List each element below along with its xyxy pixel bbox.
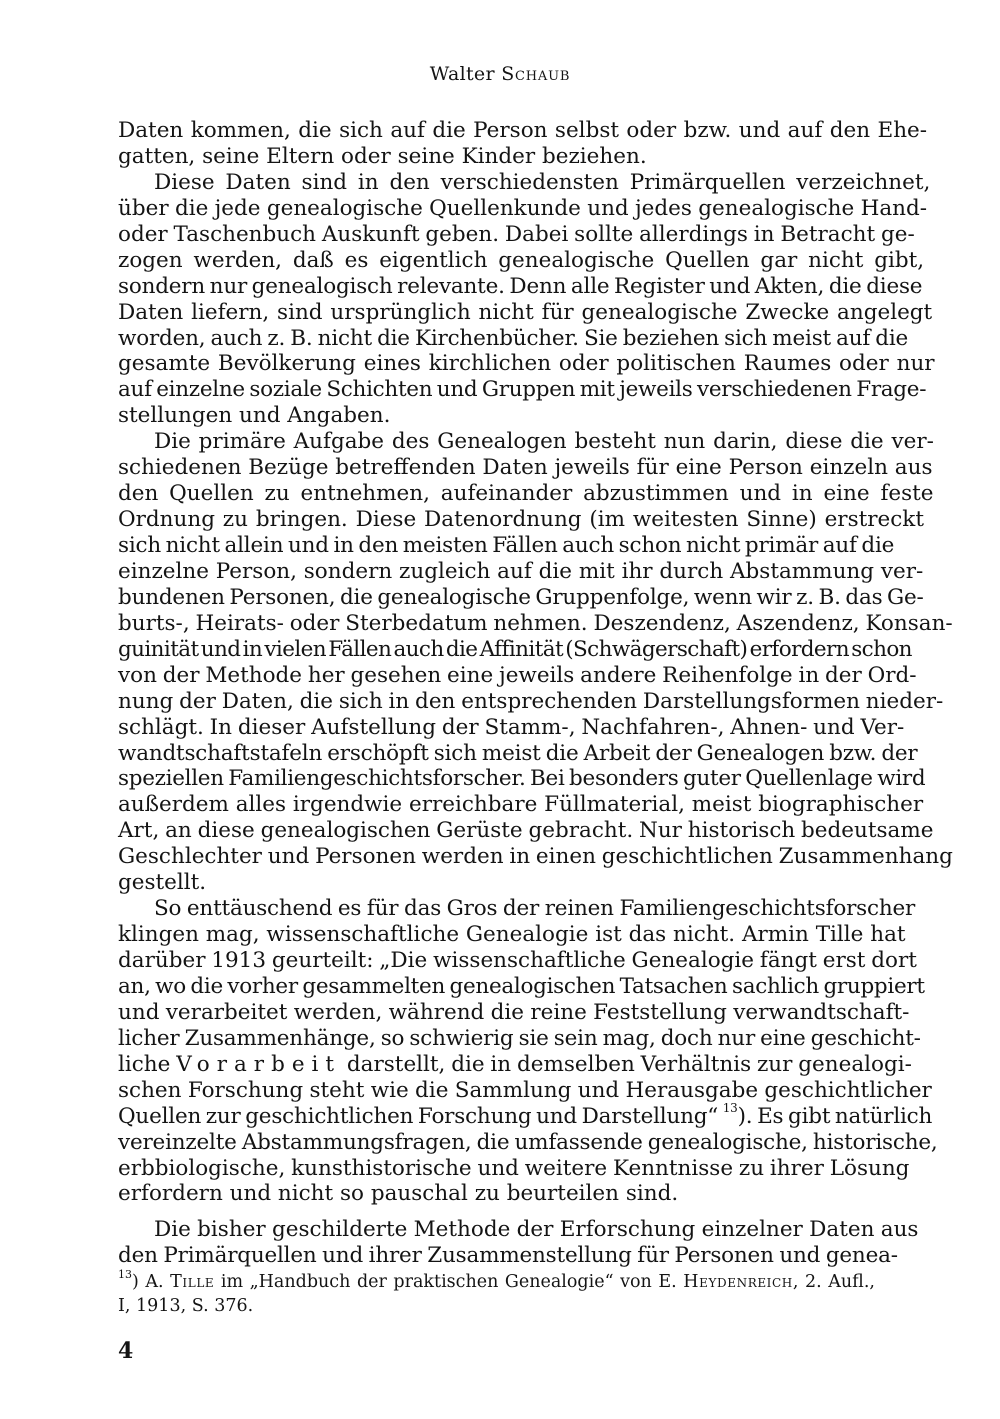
text-line: wandtschaftstafeln erschöpft sich meist die Arbeit der Genealogen bzw. der — [118, 740, 918, 766]
footnote-name: Tille — [170, 1272, 215, 1292]
text-line: gestellt. — [118, 870, 207, 896]
text-line: bundenen Personen, die genealogische Gruppenfolge, wenn wir z. B. das Ge- — [118, 584, 924, 610]
page-number: 4 — [118, 1338, 134, 1364]
footnote-text: ) A. — [132, 1272, 171, 1292]
text-line: Daten kommen, die sich auf die Person selbst oder bzw. und auf den Ehe- — [118, 118, 928, 143]
text-segment: liche — [118, 1051, 177, 1077]
text-line: über die jede genealogische Quellenkunde und jedes genealogische Hand- — [118, 195, 928, 221]
text-line: Ordnung zu bringen. Diese Datenordnung (im weitesten Sinne) erstreckt — [118, 507, 924, 533]
body-text — [118, 118, 953, 1269]
text-line: Die primäre Aufgabe des Genealogen besteht nun darin, diese die ver- — [154, 429, 934, 455]
text-line: schen Forschung steht wie die Sammlung und Herausgabe geschichtlicher — [118, 1077, 932, 1103]
text-line: Geschlechter und Personen werden in einen geschichtlichen Zusammenhang — [118, 844, 953, 870]
text-line: sich nicht allein und in den meisten Fällen auch schon nicht primär auf die — [118, 533, 895, 558]
text-line: und verarbeitet werden, während die reine Feststellung verwandtschaft- — [118, 999, 910, 1025]
text-segment: darstellt, die in demselben Verhältnis zur genealogi- — [341, 1051, 912, 1077]
text-segment: ). Es gibt natürlich — [737, 1103, 933, 1129]
footnote-text: , 2. Aufl., — [792, 1272, 875, 1292]
running-head — [0, 63, 1000, 85]
text-line: licher Zusammenhänge, so schwierig sie sein mag, doch nur eine geschicht- — [118, 1025, 921, 1051]
text-line: gatten, seine Eltern oder seine Kinder beziehen. — [118, 143, 647, 169]
emphasized-word: Vorarbeit — [176, 1051, 342, 1077]
text-line: stellungen und Angaben. — [118, 403, 391, 429]
text-segment: Quellen zur geschichtlichen Forschung und Darstellung“ — [118, 1103, 723, 1129]
text-line: klingen mag, wissenschaftliche Genealogie ist das nicht. Armin Tille hat — [118, 922, 906, 948]
author-last-name: Schaub — [501, 63, 571, 85]
footnote-text: im „Handbuch der praktischen Genealogie“ von E. — [214, 1272, 684, 1292]
text-line: an, wo die vorher gesammelten genealogischen Tatsachen sachlich gruppiert — [118, 973, 925, 999]
author-first-name: Walter — [429, 63, 495, 85]
text-line: schlägt. In dieser Aufstellung der Stamm-, Nachfahren-, Ahnen- und Ver- — [118, 714, 905, 740]
text-line: vereinzelte Abstammungsfragen, die umfassende genealogische, historische, — [118, 1129, 938, 1155]
text-line: erbbiologische, kunsthistorische und weitere Kenntnisse zu ihrer Lösung — [118, 1155, 910, 1181]
footnote-reference[interactable]: 13 — [722, 1100, 738, 1115]
text-line: sondern nur genealogisch relevante. Denn alle Register und Akten, die diese — [118, 273, 923, 299]
text-line: So enttäuschend es für das Gros der reinen Familiengeschichtsforscher — [154, 896, 916, 922]
text-line: von der Methode her gesehen eine jeweils andere Reihenfolge in der Ord- — [118, 662, 917, 688]
text-line: speziellen Familiengeschichtsforscher. Bei besonders guter Quellenlage wird — [118, 766, 926, 792]
text-line: darüber 1913 geurteilt: „Die wissenschaftliche Genealogie fängt erst dort — [118, 948, 917, 973]
text-line: Die bisher geschilderte Methode der Erforschung einzelner Daten aus — [154, 1217, 919, 1243]
text-line: worden, auch z. B. nicht die Kirchenbücher. Sie beziehen sich meist auf die — [118, 325, 909, 351]
text-line: schiedenen Bezüge betreffenden Daten jeweils für eine Person einzeln aus — [118, 455, 933, 481]
text-line: einzelne Person, sondern zugleich auf die mit ihr durch Abstammung ver- — [118, 558, 924, 584]
text-line: zogen werden, daß es eigentlich genealogische Quellen gar nicht gibt, — [118, 247, 925, 273]
text-line: Art, an diese genealogischen Gerüste gebracht. Nur historisch bedeutsame — [118, 818, 934, 844]
footnote-line: I, 1913, S. 376. — [118, 1296, 254, 1316]
text-line: erfordern und nicht so pauschal zu beurteilen sind. — [118, 1181, 679, 1207]
footnote-name: Heydenreich — [683, 1272, 793, 1292]
text-line: den Primärquellen und ihrer Zusammenstellung für Personen und genea- — [118, 1243, 898, 1269]
text-line-emphasis — [118, 1051, 912, 1078]
text-line: außerdem alles irgendwie erreichbare Füllmaterial, meist biographischer — [118, 792, 924, 818]
text-line: nung der Daten, die sich in den entsprechenden Darstellungsformen nieder- — [118, 688, 944, 714]
text-line: oder Taschenbuch Auskunft geben. Dabei sollte allerdings in Betracht ge- — [118, 221, 915, 247]
text-line: auf einzelne soziale Schichten und Gruppen mit jeweils verschiedenen Frage- — [118, 377, 927, 403]
footnote-line — [118, 1270, 880, 1294]
text-line: guinität und in vielen Fällen auch die Affinität (Schwägerschaft) erfordern schon — [118, 636, 912, 662]
text-line: den Quellen zu entnehmen, aufeinander abzustimmen und in eine feste — [118, 481, 934, 507]
text-line: burts-, Heirats- oder Sterbedatum nehmen. Deszendenz, Aszendenz, Konsan- — [118, 610, 953, 636]
text-line: Diese Daten sind in den verschiedensten Primärquellen verzeichnet, — [154, 169, 931, 195]
text-line: Daten liefern, sind ursprünglich nicht für genealogische Zwecke angelegt — [118, 299, 933, 325]
text-line-with-reference — [118, 1100, 933, 1130]
footnote-number: 13 — [118, 1268, 132, 1281]
text-line: gesamte Bevölkerung eines kirchlichen oder politischen Raumes oder nur — [118, 351, 935, 377]
footnotes — [118, 1270, 880, 1318]
